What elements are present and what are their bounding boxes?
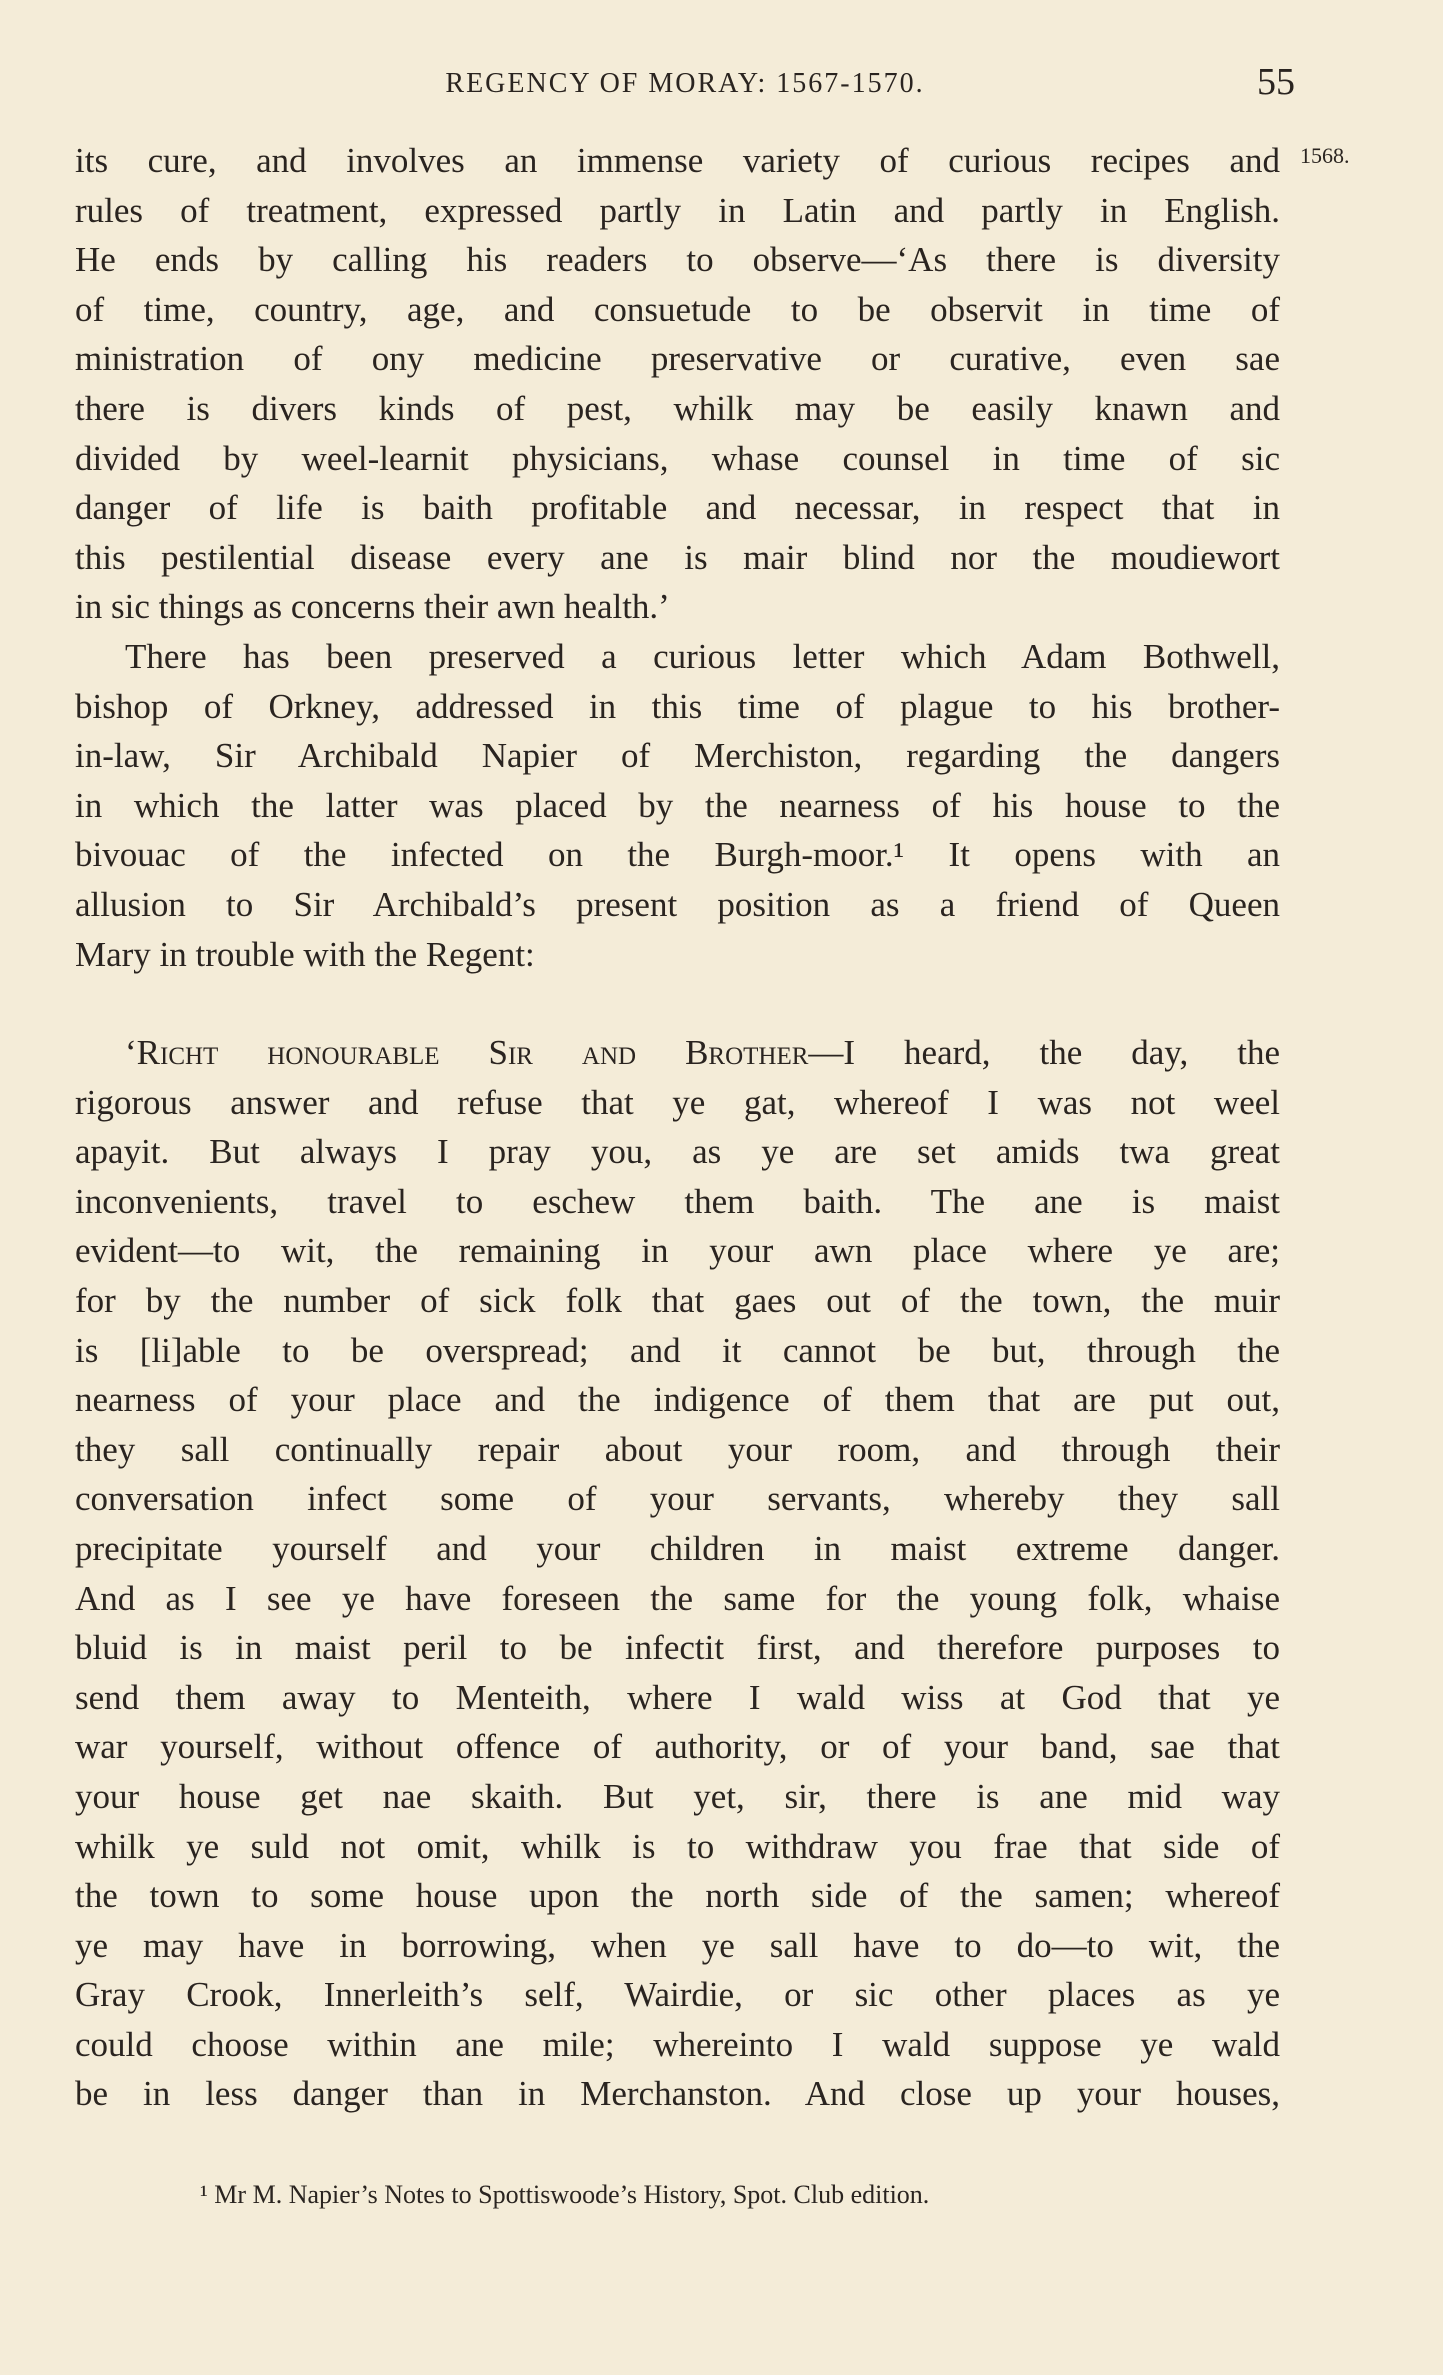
text-line: there is divers kinds of pest, whilk may be easily knawn and [75,388,1280,428]
text-line: this pestilential disease every ane is mair blind nor the moudiewort [75,537,1280,577]
text-line: war yourself, without offence of authority, or of your band, sae that [75,1727,1280,1767]
text-line: bluid is in maist peril to be infectit first, and therefore purposes to [75,1628,1280,1668]
letter-opening-rest: —I heard, the day, the [808,1033,1280,1072]
text-line: in-law, Sir Archibald Napier of Merchiston, regarding the dangers [75,736,1280,776]
paragraph [75,632,1280,979]
text-line: Gray Crook, Innerleith’s self, Wairdie, or sic other places as ye [75,1975,1280,2015]
text-line: the town to some house upon the north side of the samen; whereof [75,1876,1280,1916]
text-line: is [li]able to be overspread; and it cannot be but, through the [75,1330,1280,1370]
page-header [75,60,1295,110]
text-line: for by the number of sick folk that gaes out of the town, the muir [75,1280,1280,1320]
text-line: whilk ye suld not omit, whilk is to withdraw you frae that side of [75,1826,1280,1866]
running-head: REGENCY OF MORAY: 1567-1570. [445,68,925,99]
letter-opening-line [75,1028,1280,1078]
footnote: ¹ Mr M. Napier’s Notes to Spottiswoode’s History, Spot. Club edition. [200,2180,930,2209]
text-line: in which the latter was placed by the nearness of his house to the [75,785,1280,825]
text-line: bivouac of the infected on the Burgh-moor.¹ It opens with an [75,835,1280,875]
text-line: could choose within ane mile; whereinto I wald suppose ye wald [75,2024,1280,2064]
text-line: danger of life is baith profitable and necessar, in respect that in [75,488,1280,528]
text-line: precipitate yourself and your children in maist extreme danger. [75,1528,1280,1568]
text-line: they sall continually repair about your room, and through their [75,1429,1280,1469]
text-line: He ends by calling his readers to observe—‘As there is diversity [75,240,1280,280]
text-line: rules of treatment, expressed partly in Latin and partly in English. [75,190,1280,230]
text-line: conversation infect some of your servants, whereby they sall [75,1479,1280,1519]
margin-date: 1568. [1300,143,1350,168]
text-line: its cure, and involves an immense variety of curious recipes and [75,141,1280,180]
text-line: bishop of Orkney, addressed in this time of plague to his brother- [75,686,1280,726]
text-line: rigorous answer and refuse that ye gat, whereof I was not weel [75,1082,1280,1122]
text-line: in sic things as concerns their awn health.’ [75,587,670,627]
text-line: And as I see ye have foreseen the same for the young folk, whaise [75,1578,1280,1618]
text-line: allusion to Sir Archibald’s present position as a friend of Queen [75,884,1280,924]
text-line: nearness of your place and the indigence of them that are put out, [75,1380,1280,1420]
text-line: ye may have in borrowing, when ye sall have to do—to wit, the [75,1925,1280,1965]
page-number: 55 [1257,61,1295,103]
text-line: evident—to wit, the remaining in your awn place where ye are; [75,1231,1280,1271]
text-line: There has been preserved a curious letter which Adam Bothwell, [125,636,1280,676]
text-line: of time, country, age, and consuetude to be observit in time of [75,289,1280,329]
text-line: inconvenients, travel to eschew them baith. The ane is maist [75,1181,1280,1221]
letter-salutation: ‘Richt honourable Sir and Brother [125,1033,809,1072]
text-line: be in less danger than in Merchanston. And close up your houses, [75,2074,1280,2114]
text-line: send them away to Menteith, where I wald wiss at God that ye [75,1677,1280,1717]
text-line: ministration of ony medicine preservative or curative, even sae [75,339,1280,379]
letter-text [75,1028,1280,2119]
text-line: divided by weel-learnit physicians, whase counsel in time of sic [75,438,1280,478]
paragraph [75,136,1280,632]
text-line: your house get nae skaith. But yet, sir, there is ane mid way [75,1776,1280,1816]
text-line: apayit. But always I pray you, as ye are set amids twa great [75,1132,1280,1172]
text-line: Mary in trouble with the Regent: [75,934,535,974]
body-text [75,136,1280,979]
